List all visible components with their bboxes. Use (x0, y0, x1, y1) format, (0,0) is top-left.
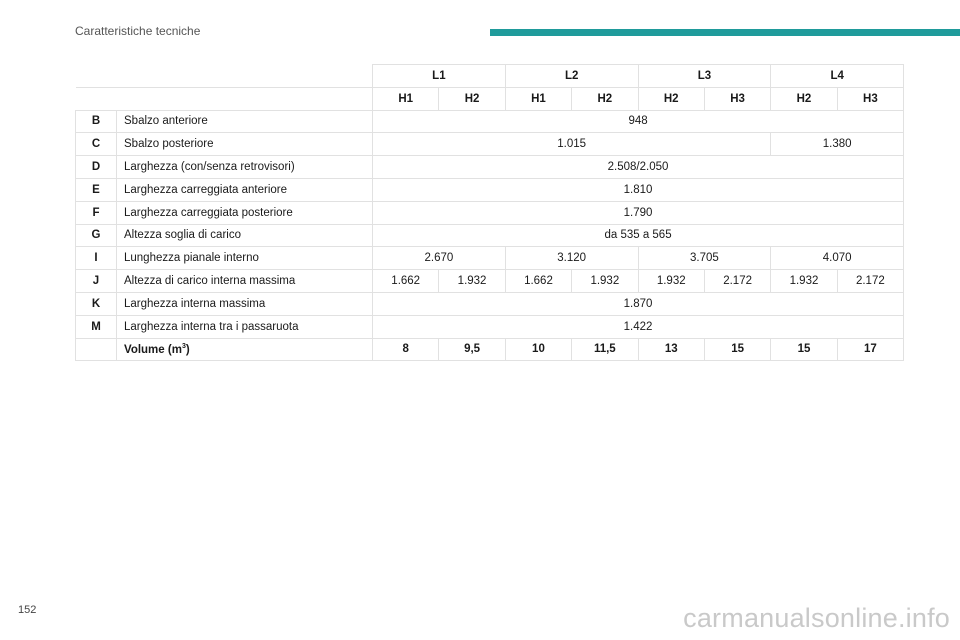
height-header: H2 (572, 87, 638, 110)
row-value: 1.932 (771, 270, 837, 293)
row-code: B (76, 110, 117, 133)
row-value: 3.705 (638, 247, 771, 270)
row-label: Larghezza interna massima (117, 292, 373, 315)
table-row (76, 110, 904, 133)
watermark: carmanualsonline.info (683, 603, 950, 633)
row-label: Larghezza interna tra i passaruota (117, 315, 373, 338)
row-label: Sbalzo anteriore (117, 110, 373, 133)
row-code: F (76, 201, 117, 224)
row-value: 2.172 (837, 270, 903, 293)
table-row (76, 224, 904, 247)
row-code: E (76, 178, 117, 201)
volume-label-text: Volume (m (124, 343, 182, 356)
row-value: da 535 a 565 (373, 224, 904, 247)
volume-value: 10 (505, 338, 571, 361)
row-value: 1.662 (373, 270, 439, 293)
row-value: 2.172 (704, 270, 770, 293)
volume-row (76, 338, 904, 361)
volume-value: 9,5 (439, 338, 505, 361)
row-value: 948 (373, 110, 904, 133)
length-header-l3: L3 (638, 65, 771, 88)
row-code: M (76, 315, 117, 338)
row-label: Altezza soglia di carico (117, 224, 373, 247)
volume-value: 11,5 (572, 338, 638, 361)
row-label: Sbalzo posteriore (117, 133, 373, 156)
volume-label (117, 338, 373, 361)
table-row (76, 247, 904, 270)
row-label: Altezza di carico interna massima (117, 270, 373, 293)
volume-value: 13 (638, 338, 704, 361)
row-label: Lunghezza pianale interno (117, 247, 373, 270)
table-row (76, 270, 904, 293)
table-row (76, 178, 904, 201)
dimensions-table (75, 64, 904, 361)
table-row (76, 292, 904, 315)
row-value: 1.662 (505, 270, 571, 293)
row-value: 1.870 (373, 292, 904, 315)
row-label: Larghezza (con/senza retrovisori) (117, 156, 373, 179)
length-header-row (76, 65, 904, 88)
row-code: G (76, 224, 117, 247)
row-value: 1.422 (373, 315, 904, 338)
height-header: H3 (837, 87, 903, 110)
row-value: 1.790 (373, 201, 904, 224)
row-value: 1.932 (638, 270, 704, 293)
row-label: Larghezza carreggiata posteriore (117, 201, 373, 224)
row-value: 3.120 (505, 247, 638, 270)
table-row (76, 201, 904, 224)
volume-value: 8 (373, 338, 439, 361)
height-header: H1 (373, 87, 439, 110)
length-header-l1: L1 (373, 65, 506, 88)
row-value: 1.015 (373, 133, 771, 156)
header-blank-cell (76, 65, 373, 88)
volume-value: 17 (837, 338, 903, 361)
section-title: Caratteristiche tecniche (75, 24, 201, 38)
height-header: H1 (505, 87, 571, 110)
row-value: 2.670 (373, 247, 506, 270)
row-value: 1.810 (373, 178, 904, 201)
volume-code-blank (76, 338, 117, 361)
row-value: 4.070 (771, 247, 904, 270)
row-code: I (76, 247, 117, 270)
length-header-l2: L2 (505, 65, 638, 88)
height-header-row (76, 87, 904, 110)
volume-label-exponent: 3 (181, 343, 186, 351)
row-value: 1.380 (771, 133, 904, 156)
volume-value: 15 (771, 338, 837, 361)
page-number: 152 (18, 604, 37, 616)
length-header-l4: L4 (771, 65, 904, 88)
height-header: H3 (704, 87, 770, 110)
height-header: H2 (439, 87, 505, 110)
table-row (76, 156, 904, 179)
row-value: 1.932 (439, 270, 505, 293)
row-value: 1.932 (572, 270, 638, 293)
row-code: K (76, 292, 117, 315)
header-blank-cell (76, 87, 373, 110)
table-row (76, 133, 904, 156)
row-code: D (76, 156, 117, 179)
height-header: H2 (771, 87, 837, 110)
header-accent-bar (490, 29, 960, 36)
row-code: C (76, 133, 117, 156)
table-row (76, 315, 904, 338)
row-value: 2.508/2.050 (373, 156, 904, 179)
row-label: Larghezza carreggiata anteriore (117, 178, 373, 201)
height-header: H2 (638, 87, 704, 110)
volume-value: 15 (704, 338, 770, 361)
volume-label-close: ) (185, 343, 190, 356)
row-code: J (76, 270, 117, 293)
